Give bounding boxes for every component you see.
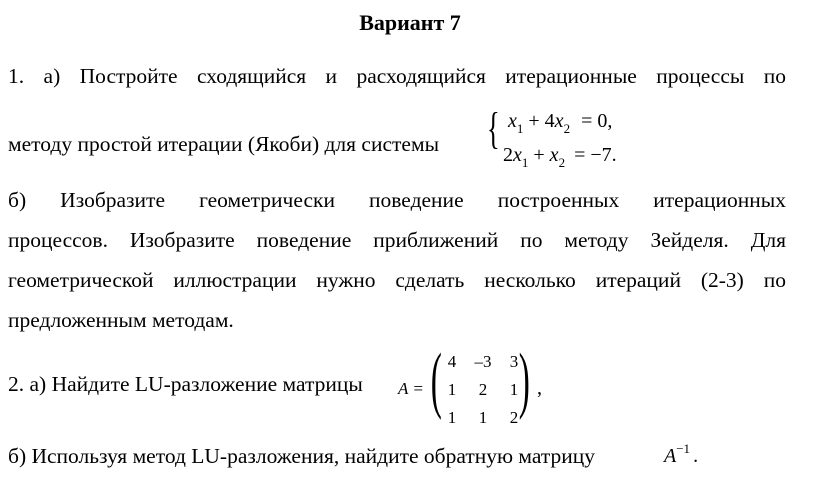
matrix-label: A = [398, 379, 424, 398]
task1-b-line2: процессов. Изобразите поведение приближений по методу Зейделя. Для [8, 228, 786, 252]
matrix-comma: , [537, 377, 542, 399]
task1-b-line3: геометрической иллюстрации нужно сделать несколько итераций (2-3) по [8, 268, 786, 292]
matrix-cell: 2 [509, 408, 519, 427]
matrix-cell: 1 [447, 408, 457, 427]
task1-b-line1: б) Изобразите геометрически поведение построенных итерационных [8, 188, 786, 212]
left-brace: { [487, 104, 500, 153]
task1-b-line4: предложенным методам. [8, 308, 234, 332]
matrix-cell: 1 [478, 408, 488, 427]
matrix-cell: 2 [478, 380, 488, 399]
system-eq1: $x_1 + 4x_2 = 0$, [508, 110, 613, 136]
matrix-right-paren: ) [518, 339, 530, 421]
matrix-left-paren: ( [430, 339, 442, 421]
matrix-cell: 3 [509, 352, 519, 371]
task2-line-b: б) Используя метод LU-разложения, найдите обратную матрицу [8, 444, 596, 468]
system-eq2: $2x_1 + x_2 = -7$. [503, 144, 617, 170]
task1-line1: 1. а) Постройте сходящийся и расходящийся итерационные процессы по [8, 64, 786, 88]
page-title: Вариант 7 [359, 10, 461, 35]
task1-line2: методу простой итерации (Якоби) для системы [8, 132, 440, 156]
inverse-matrix: $A^{-1}$ . [664, 441, 699, 467]
matrix-cell: 1 [447, 380, 457, 399]
matrix-cell: –3 [474, 352, 492, 371]
matrix-cell: 4 [447, 352, 457, 371]
matrix-cell: 1 [509, 380, 519, 399]
task2-line-a: 2. а) Найдите LU-разложение матрицы [8, 372, 363, 396]
